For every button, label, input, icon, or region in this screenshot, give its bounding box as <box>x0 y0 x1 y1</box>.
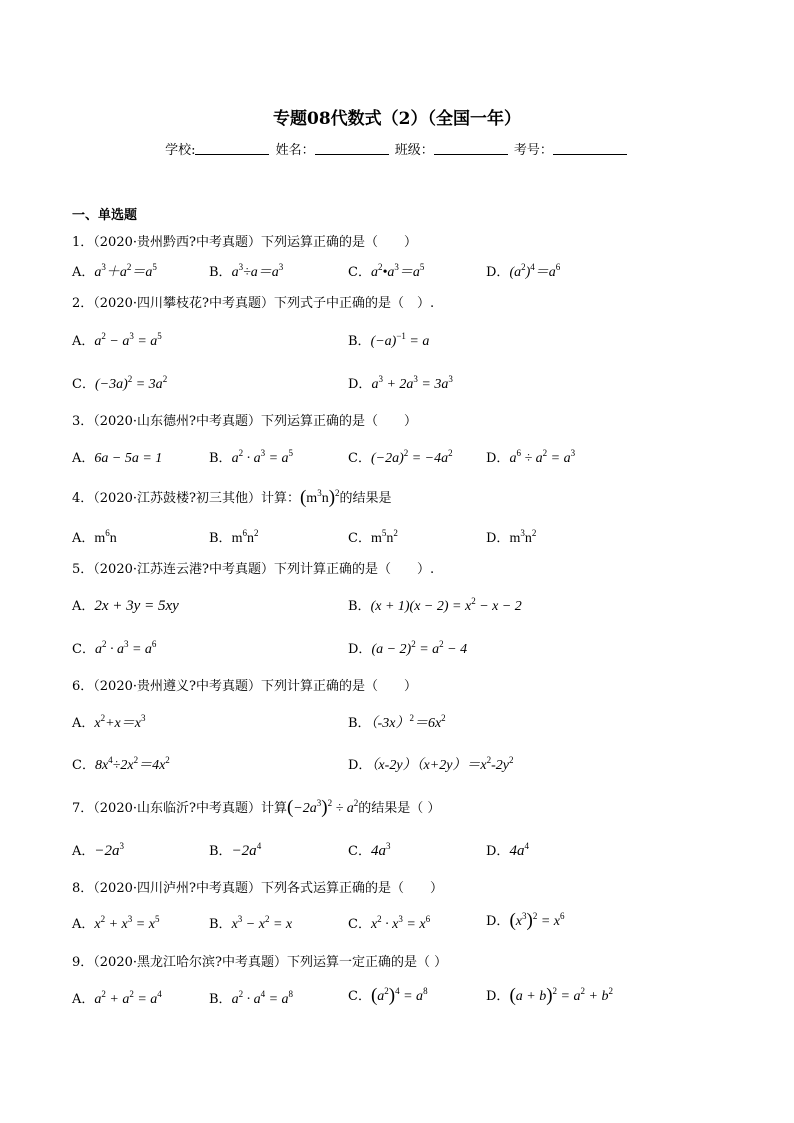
question-5-stem: 5．（2020·江苏连云港?中考真题）下列计算正确的是（ ）. <box>72 562 435 577</box>
question-3-option-a: A．6a − 5a = 1 <box>72 451 163 466</box>
name-label: 姓名： <box>275 143 315 158</box>
question-5-option-b: B．$(x + 1)(x - 2) = x^2 - x - 2$ <box>348 596 522 614</box>
school-blank <box>195 142 269 155</box>
question-2-option-a: A．$a^2 - a^3 = a^5$ <box>72 331 162 349</box>
question-1-option-a: A．$a^3+a^2=a^5$ <box>72 262 157 280</box>
question-6-option-a: A．$x^2+x=x^3$ <box>72 713 146 731</box>
student-info-line <box>0 139 794 158</box>
question-3-option-b: B．$a^2 \cdot a^3 = a^5$ <box>209 448 294 466</box>
question-1-option-c: C．$a^2•a^3=a^5$ <box>348 262 425 280</box>
question-9-stem: 9．（2020·黑龙江哈尔滨?中考真题）下列运算一定正确的是（ ） <box>72 955 448 970</box>
question-2-option-c: C．$(-3a)^2 = 3a^2$ <box>72 374 168 392</box>
question-7-option-a: A．$-2a^3$ <box>72 841 125 859</box>
question-1-option-d: D．$(a^2)^4=a^6$ <box>486 262 561 280</box>
question-5-option-a: A．2x + 3y = 5xy <box>72 598 179 614</box>
name-blank <box>315 142 389 155</box>
class-label: 班级： <box>394 143 434 158</box>
question-9-option-d: D．$(a + b)^2 = a^2 + b^2$ <box>486 985 613 1006</box>
question-6-option-b: B．$(-3x)^2=6x^2$ <box>348 713 446 731</box>
question-4-option-c: C．$m^5n^2$ <box>348 528 398 546</box>
question-6-option-c: C．$8x^4\div 2x^2=4x^2$ <box>72 755 170 773</box>
question-3-option-d: D．$a^6 \div a^2 = a^3$ <box>486 448 576 466</box>
question-5-option-d: D．$(a - 2)^2 = a^2 - 4$ <box>348 639 468 657</box>
question-8-option-b: B．$x^3 - x^2 = x$ <box>209 914 293 932</box>
question-2-stem: 2．（2020·四川攀枝花?中考真题）下列式子中正确的是（ ）. <box>72 296 435 311</box>
question-2-option-d: D．$a^3 + 2a^3 = 3a^3$ <box>348 374 453 392</box>
section-heading: 一、单选题 <box>72 208 138 223</box>
question-7-option-b: B．$-2a^4$ <box>209 841 262 859</box>
school-label: 学校: <box>165 143 196 158</box>
question-5-option-c: C．$a^2 \cdot a^3 = a^6$ <box>72 639 157 657</box>
question-3-stem: 3．（2020·山东德州?中考真题）下列运算正确的是（ ） <box>72 414 417 429</box>
question-9-option-b: B．$a^2 \cdot a^4 = a^8$ <box>209 989 294 1007</box>
question-4-option-b: B．$m^6n^2$ <box>209 528 259 546</box>
question-4-stem: 4．（2020·江苏鼓楼?初三其他）计算：$(m^3n)^2$的结果是 <box>72 487 392 508</box>
question-8-option-d: D．$(x^3)^2 = x^6$ <box>486 910 565 931</box>
question-3-option-c: C．$(-2a)^2 = -4a^2$ <box>348 448 453 466</box>
question-8-stem: 8．（2020·四川泸州?中考真题）下列各式运算正确的是（ ） <box>72 881 443 896</box>
number-label: 考号： <box>513 143 553 158</box>
question-7-option-c: C．$4a^3$ <box>348 841 391 859</box>
question-4-option-a: A．$m^6n$ <box>72 528 117 546</box>
question-8-option-a: A．$x^2 + x^3 = x^5$ <box>72 914 160 932</box>
question-1-option-b: B．$a^3\div a=a^3$ <box>209 262 284 280</box>
question-7-stem: 7．（2020·山东临沂?中考真题）计算$(-2a^3)^2 \div a^2$的结果是（ ） <box>72 797 441 818</box>
question-1-stem: 1．（2020·贵州黔西?中考真题）下列运算正确的是（ ） <box>72 235 417 250</box>
question-9-option-c: C．$(a^2)^4 = a^8$ <box>348 985 428 1006</box>
question-6-stem: 6．（2020·贵州遵义?中考真题）下列计算正确的是（ ） <box>72 679 417 694</box>
question-7-option-d: D．$4a^4$ <box>486 841 529 859</box>
question-6-option-d: D．$(x-2y)(x+2y)=x^2-2y^2$ <box>348 755 514 773</box>
question-4-option-d: D．$m^3n^2$ <box>486 528 537 546</box>
number-blank <box>553 142 627 155</box>
page-title: 专题08代数式（2）（全国一年） <box>273 109 521 129</box>
question-8-option-c: C．$x^2 \cdot x^3 = x^6$ <box>348 914 431 932</box>
class-blank <box>434 142 508 155</box>
question-9-option-a: A．$a^2 + a^2 = a^4$ <box>72 989 162 1007</box>
question-2-option-b: B．$(-a)^{-1} = a$ <box>348 331 430 349</box>
